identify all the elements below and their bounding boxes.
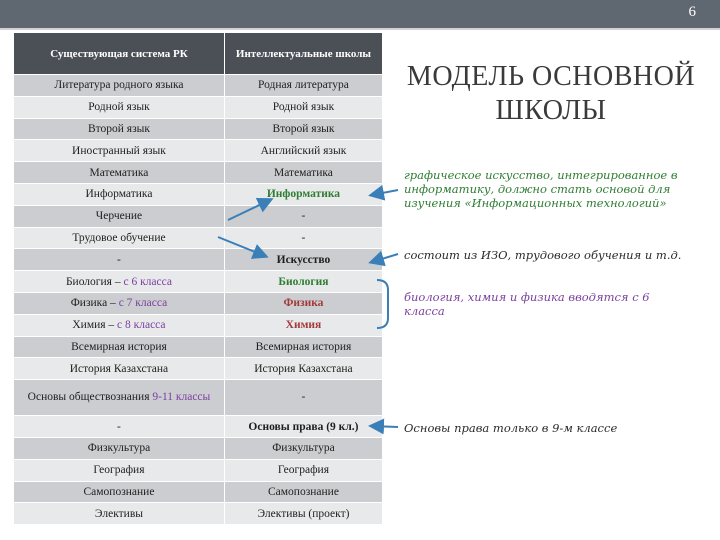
table-row: [14, 292, 383, 314]
cell-intellectual: Элективы (проект): [224, 503, 382, 525]
cell-intellectual: География: [224, 459, 382, 481]
cell-existing: Самопознание: [14, 481, 225, 503]
header-existing-system: Существующая система РК: [14, 33, 225, 75]
grade-label: с 7 класса: [118, 297, 168, 310]
cell-intellectual-highlight: [224, 183, 382, 205]
cell-existing: Литература родного языка: [14, 75, 225, 97]
subject-label: Биология –: [65, 275, 124, 288]
cell-intellectual: Всемирная история: [224, 336, 382, 358]
table-row: [14, 437, 383, 459]
cell-existing: Второй язык: [14, 118, 225, 140]
table-row: [14, 162, 383, 184]
table-row: [14, 227, 383, 249]
cell-intellectual: Родная литература: [224, 75, 382, 97]
grade-label: 9-11 классы: [152, 391, 211, 404]
table-row: [14, 75, 383, 97]
note-informatics: графическое искусство, интегрированное в информатику, должно стать основой для изучения «Информационных технологий»: [404, 168, 678, 210]
table-header-row: [14, 33, 383, 75]
cell-intellectual-highlight: [224, 314, 382, 336]
header-intellectual-schools: Интеллектуальные школы: [224, 33, 382, 75]
top-bar-stripe: [0, 28, 720, 30]
cell-intellectual: -: [224, 227, 382, 249]
grade-label: с 6 класса: [123, 275, 172, 288]
cell-intellectual-highlight: [224, 416, 382, 438]
cell-existing: Черчение: [14, 205, 225, 227]
table-row: [14, 183, 383, 205]
cell-intellectual-highlight: [224, 292, 382, 314]
chemistry-highlight: Химия: [285, 319, 322, 332]
grade-label: с 8 класса: [117, 319, 166, 332]
table-row: [14, 314, 383, 336]
art-highlight: Искусство: [276, 253, 331, 266]
cell-existing: Элективы: [14, 503, 225, 525]
physics-highlight: Физика: [283, 297, 324, 310]
note-sciences: биология, химия и физика вводятся с 6 класса: [404, 290, 650, 318]
law-highlight: Основы права (9 кл.): [248, 420, 359, 433]
table-row: [14, 205, 383, 227]
cell-intellectual: -: [224, 380, 382, 416]
curriculum-table: [13, 32, 383, 525]
slide-title-line1: МОДЕЛЬ ОСНОВНОЙ: [406, 61, 696, 92]
table-row: [14, 249, 383, 271]
cell-intellectual: -: [224, 205, 382, 227]
table-row: [14, 140, 383, 162]
cell-intellectual: Самопознание: [224, 481, 382, 503]
table-row: [14, 271, 383, 293]
table-row: [14, 336, 383, 358]
cell-existing: [14, 292, 225, 314]
table-row: [14, 459, 383, 481]
table-row: [14, 96, 383, 118]
biology-highlight: Биология: [278, 275, 329, 288]
cell-intellectual: Математика: [224, 162, 382, 184]
cell-existing: География: [14, 459, 225, 481]
note-art: состоит из ИЗО, трудового обучения и т.д.: [404, 248, 682, 262]
slide-title: [396, 60, 706, 128]
cell-existing: Трудовое обучение: [14, 227, 225, 249]
cell-existing: Физкультура: [14, 437, 225, 459]
cell-existing: -: [14, 249, 225, 271]
top-bar: [0, 0, 720, 30]
cell-intellectual: Английский язык: [224, 140, 382, 162]
table-row: [14, 416, 383, 438]
cell-existing: История Казахстана: [14, 358, 225, 380]
cell-existing: Информатика: [14, 183, 225, 205]
cell-intellectual: Физкультура: [224, 437, 382, 459]
cell-intellectual-highlight: [224, 271, 382, 293]
table-row: [14, 358, 383, 380]
cell-intellectual: Родной язык: [224, 96, 382, 118]
cell-existing: Родной язык: [14, 96, 225, 118]
slide-title-line2: ШКОЛЫ: [495, 95, 607, 126]
cell-intellectual-highlight: [224, 249, 382, 271]
subject-label: Основы обществознания: [27, 391, 153, 404]
cell-existing: Математика: [14, 162, 225, 184]
table-row: [14, 481, 383, 503]
cell-existing: [14, 271, 225, 293]
informatics-highlight: Информатика: [266, 188, 341, 201]
cell-existing: -: [14, 416, 225, 438]
subject-label: Химия –: [72, 319, 118, 332]
cell-existing: Всемирная история: [14, 336, 225, 358]
subject-label: Физика –: [70, 297, 119, 310]
table-row: [14, 118, 383, 140]
page-number: 6: [688, 4, 696, 20]
cell-existing: Иностранный язык: [14, 140, 225, 162]
cell-existing: [14, 380, 225, 416]
table-row: [14, 380, 383, 416]
cell-existing: [14, 314, 225, 336]
table-row: [14, 503, 383, 525]
note-law: Основы права только в 9-м классе: [404, 421, 618, 435]
cell-intellectual: Второй язык: [224, 118, 382, 140]
cell-intellectual: История Казахстана: [224, 358, 382, 380]
